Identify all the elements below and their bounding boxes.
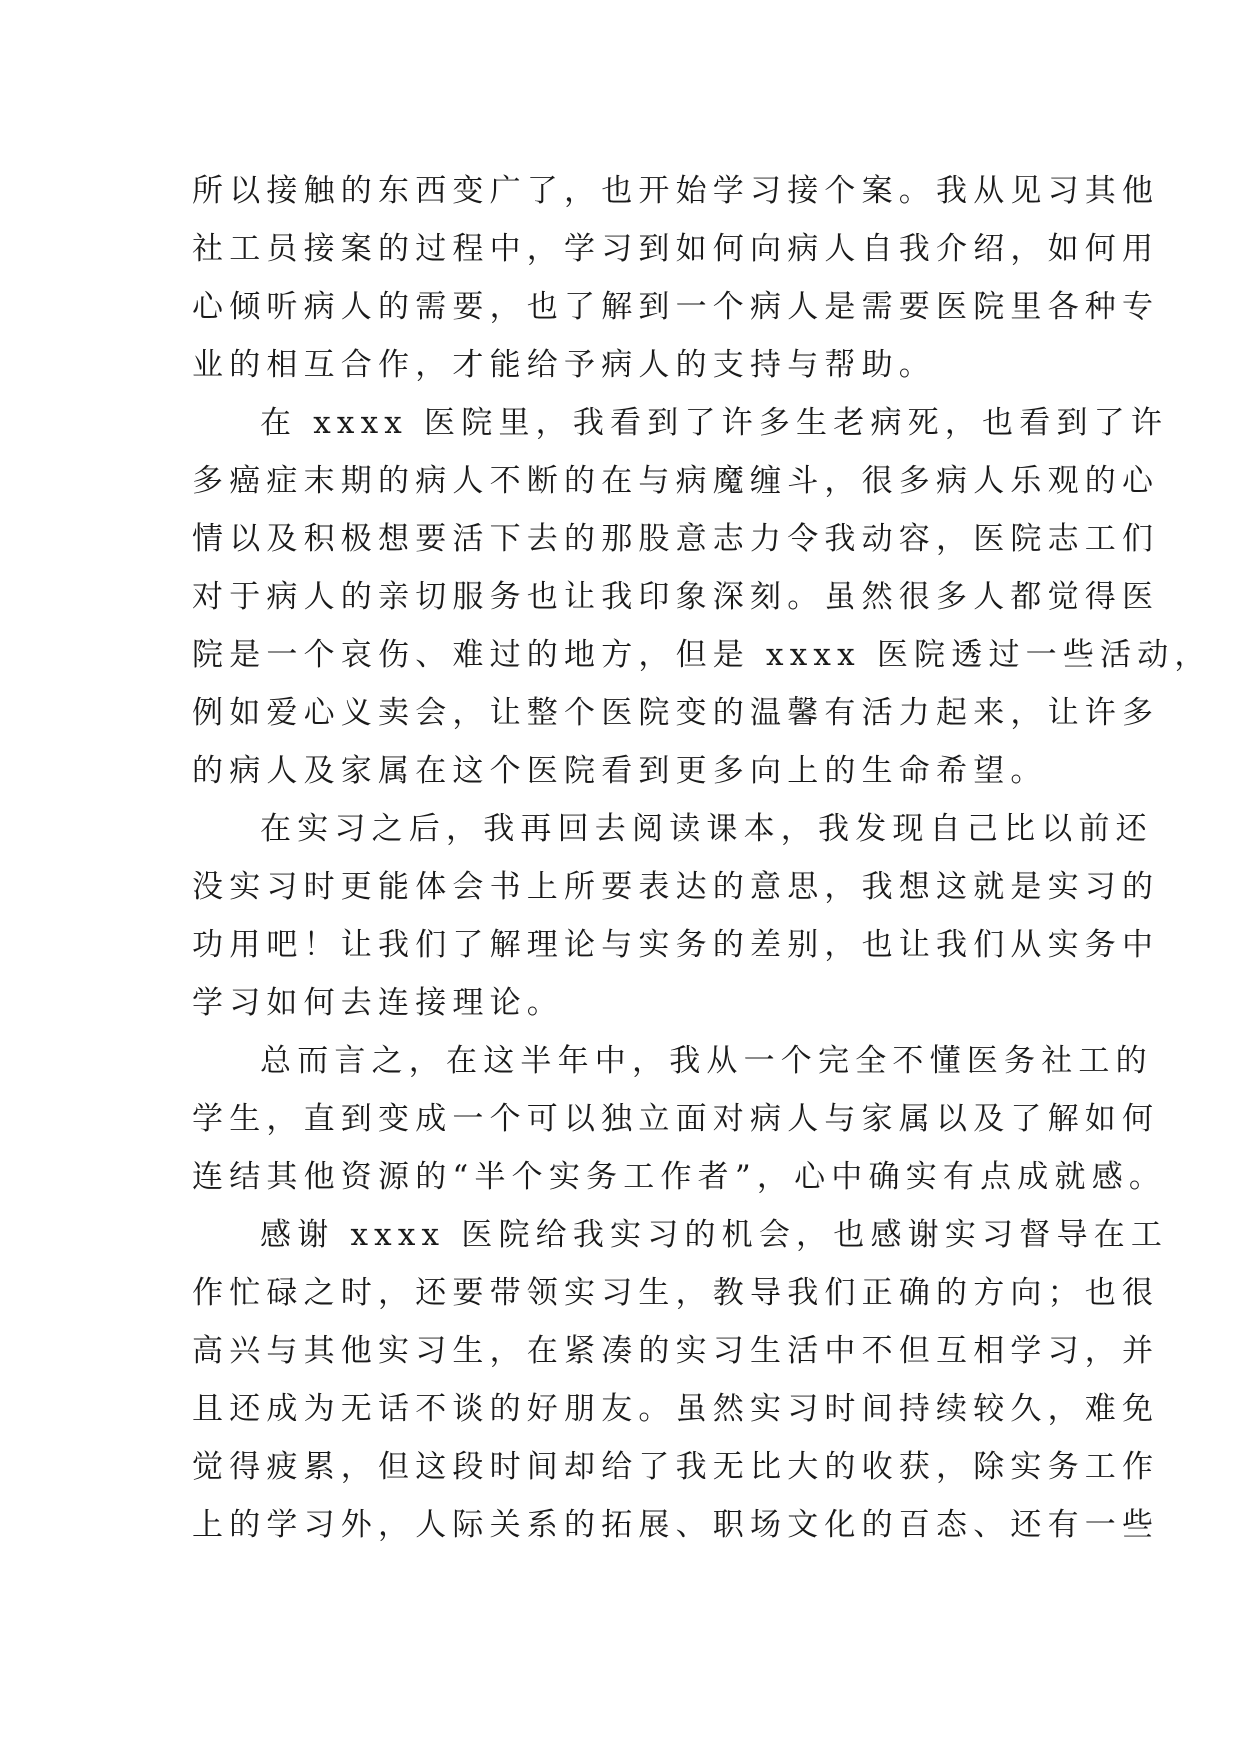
text-line: 例如爱心义卖会，让整个医院变的温馨有活力起来，让许多 xyxy=(192,695,1160,731)
text-line: 功用吧！让我们了解理论与实务的差别，也让我们从实务中 xyxy=(192,927,1160,963)
text-line: 总而言之，在这半年中，我从一个完全不懂医务社工的 xyxy=(260,1043,1153,1079)
text-line: 没实习时更能体会书上所要表达的意思，我想这就是实习的 xyxy=(192,869,1160,905)
text-line: 学习如何去连接理论。 xyxy=(192,985,564,1021)
paragraph-3 xyxy=(192,800,1160,1032)
text-line: 作忙碌之时，还要带领实习生，教导我们正确的方向；也很 xyxy=(192,1275,1160,1311)
text-line: 所以接触的东西变广了，也开始学习接个案。我从见习其他 xyxy=(192,173,1160,209)
text-line: 学生，直到变成一个可以独立面对病人与家属以及了解如何 xyxy=(192,1101,1160,1137)
text-line: 社工员接案的过程中，学习到如何向病人自我介绍，如何用 xyxy=(192,231,1160,267)
text-line: 连结其他资源的“半个实务工作者”，心中确实有点成就感。 xyxy=(192,1159,1167,1195)
text-line: 心倾听病人的需要，也了解到一个病人是需要医院里各种专 xyxy=(192,289,1160,325)
text-line: 的病人及家属在这个医院看到更多向上的生命希望。 xyxy=(192,753,1048,789)
paragraph-2 xyxy=(192,394,1212,800)
text-line: 在实习之后，我再回去阅读课本，我发现自己比以前还 xyxy=(260,811,1153,847)
text-line: 对于病人的亲切服务也让我印象深刻。虽然很多人都觉得医 xyxy=(192,579,1160,615)
text-line: 觉得疲累，但这段时间却给了我无比大的收获，除实务工作 xyxy=(192,1449,1160,1485)
text-line: 在 xxxx 医院里，我看到了许多生老病死，也看到了许 xyxy=(260,405,1169,441)
text-line: 且还成为无话不谈的好朋友。虽然实习时间持续较久，难免 xyxy=(192,1391,1160,1427)
document-body xyxy=(192,162,1212,1554)
text-line: 多癌症末期的病人不断的在与病魔缠斗，很多病人乐观的心 xyxy=(192,463,1160,499)
text-line: 感谢 xxxx 医院给我实习的机会，也感谢实习督导在工 xyxy=(260,1217,1169,1253)
text-line: 院是一个哀伤、难过的地方，但是 xxxx 医院透过一些活动， xyxy=(192,637,1212,673)
text-line: 业的相互合作，才能给予病人的支持与帮助。 xyxy=(192,347,936,383)
paragraph-1 xyxy=(192,162,1160,394)
text-line: 上的学习外，人际关系的拓展、职场文化的百态、还有一些 xyxy=(192,1507,1160,1543)
text-line: 高兴与其他实习生，在紧凑的实习生活中不但互相学习，并 xyxy=(192,1333,1160,1369)
paragraph-5 xyxy=(192,1206,1169,1554)
text-line: 情以及积极想要活下去的那股意志力令我动容，医院志工们 xyxy=(192,521,1160,557)
paragraph-4 xyxy=(192,1032,1167,1206)
